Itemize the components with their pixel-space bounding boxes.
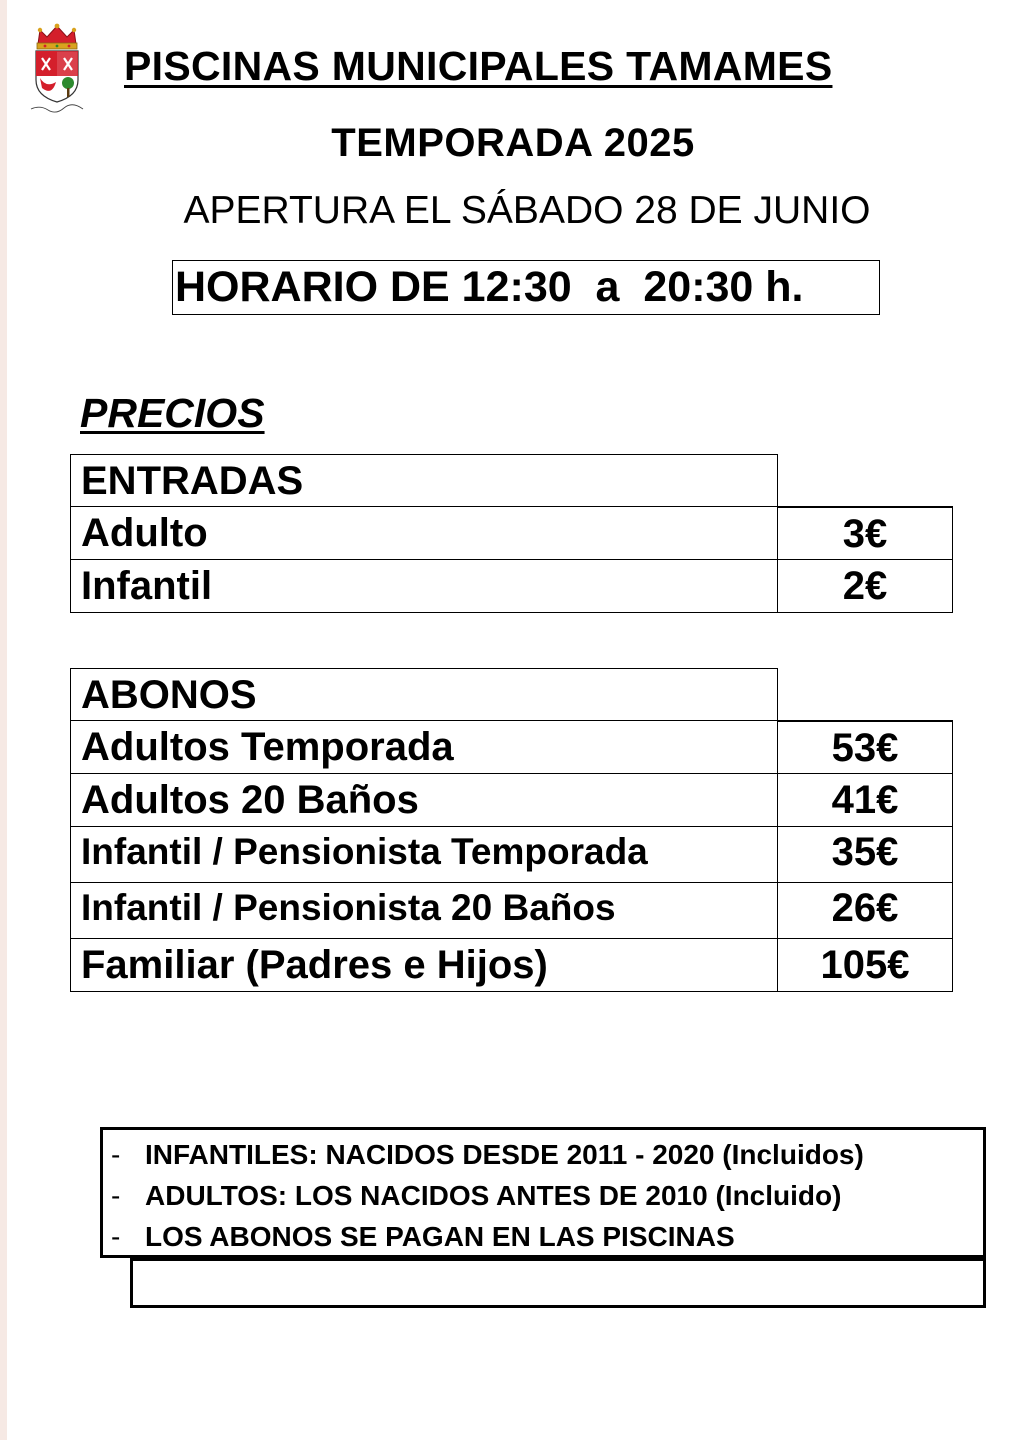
price-value: 35€ xyxy=(778,827,953,883)
passes-table xyxy=(70,668,953,992)
list-item xyxy=(111,1175,983,1216)
opening-hours-box: HORARIO DE 12:30 a 20:30 h. xyxy=(172,260,880,315)
price-label: Infantil / Pensionista 20 Baños xyxy=(70,883,778,939)
table-header-row xyxy=(70,668,953,721)
table-row xyxy=(70,721,953,774)
header-empty-cell xyxy=(778,454,953,507)
bullet-dash: - xyxy=(111,1180,121,1211)
price-label: Adulto xyxy=(70,507,778,560)
price-label: Adultos Temporada xyxy=(70,721,778,774)
table-row xyxy=(70,827,953,883)
page-title: PISCINAS MUNICIPALES TAMAMES xyxy=(124,43,833,89)
note-text: INFANTILES: NACIDOS DESDE 2011 - 2020 (Incluidos) xyxy=(145,1139,864,1170)
notes-list xyxy=(111,1134,983,1257)
tickets-table xyxy=(70,454,953,613)
empty-text-box xyxy=(130,1258,986,1308)
notes-box xyxy=(100,1127,986,1258)
list-item xyxy=(111,1134,983,1175)
tickets-heading: ENTRADAS xyxy=(70,454,778,507)
header-empty-cell xyxy=(778,668,953,721)
price-value: 3€ xyxy=(778,507,953,560)
bullet-dash: - xyxy=(111,1221,121,1252)
table-row xyxy=(70,507,953,560)
price-label: Infantil / Pensionista Temporada xyxy=(70,827,778,883)
price-value: 26€ xyxy=(778,883,953,939)
price-label: Adultos 20 Baños xyxy=(70,774,778,827)
list-item xyxy=(111,1216,983,1257)
price-label: Infantil xyxy=(70,560,778,613)
price-value: 105€ xyxy=(778,939,953,992)
table-row xyxy=(70,774,953,827)
season-heading: TEMPORADA 2025 xyxy=(331,121,695,165)
price-value: 53€ xyxy=(778,721,953,774)
price-label: Familiar (Padres e Hijos) xyxy=(70,939,778,992)
note-text: LOS ABONOS SE PAGAN EN LAS PISCINAS xyxy=(145,1221,735,1252)
passes-heading: ABONOS xyxy=(70,668,778,721)
table-row xyxy=(70,560,953,613)
table-header-row xyxy=(70,454,953,507)
price-value: 41€ xyxy=(778,774,953,827)
table-row xyxy=(70,883,953,939)
opening-date: APERTURA EL SÁBADO 28 DE JUNIO xyxy=(183,189,871,232)
municipal-crest-logo xyxy=(28,22,86,114)
prices-section-title: PRECIOS xyxy=(80,390,265,436)
price-value: 2€ xyxy=(778,560,953,613)
table-row xyxy=(70,939,953,992)
note-text: ADULTOS: LOS NACIDOS ANTES DE 2010 (Incluido) xyxy=(145,1180,842,1211)
bullet-dash: - xyxy=(111,1139,121,1170)
